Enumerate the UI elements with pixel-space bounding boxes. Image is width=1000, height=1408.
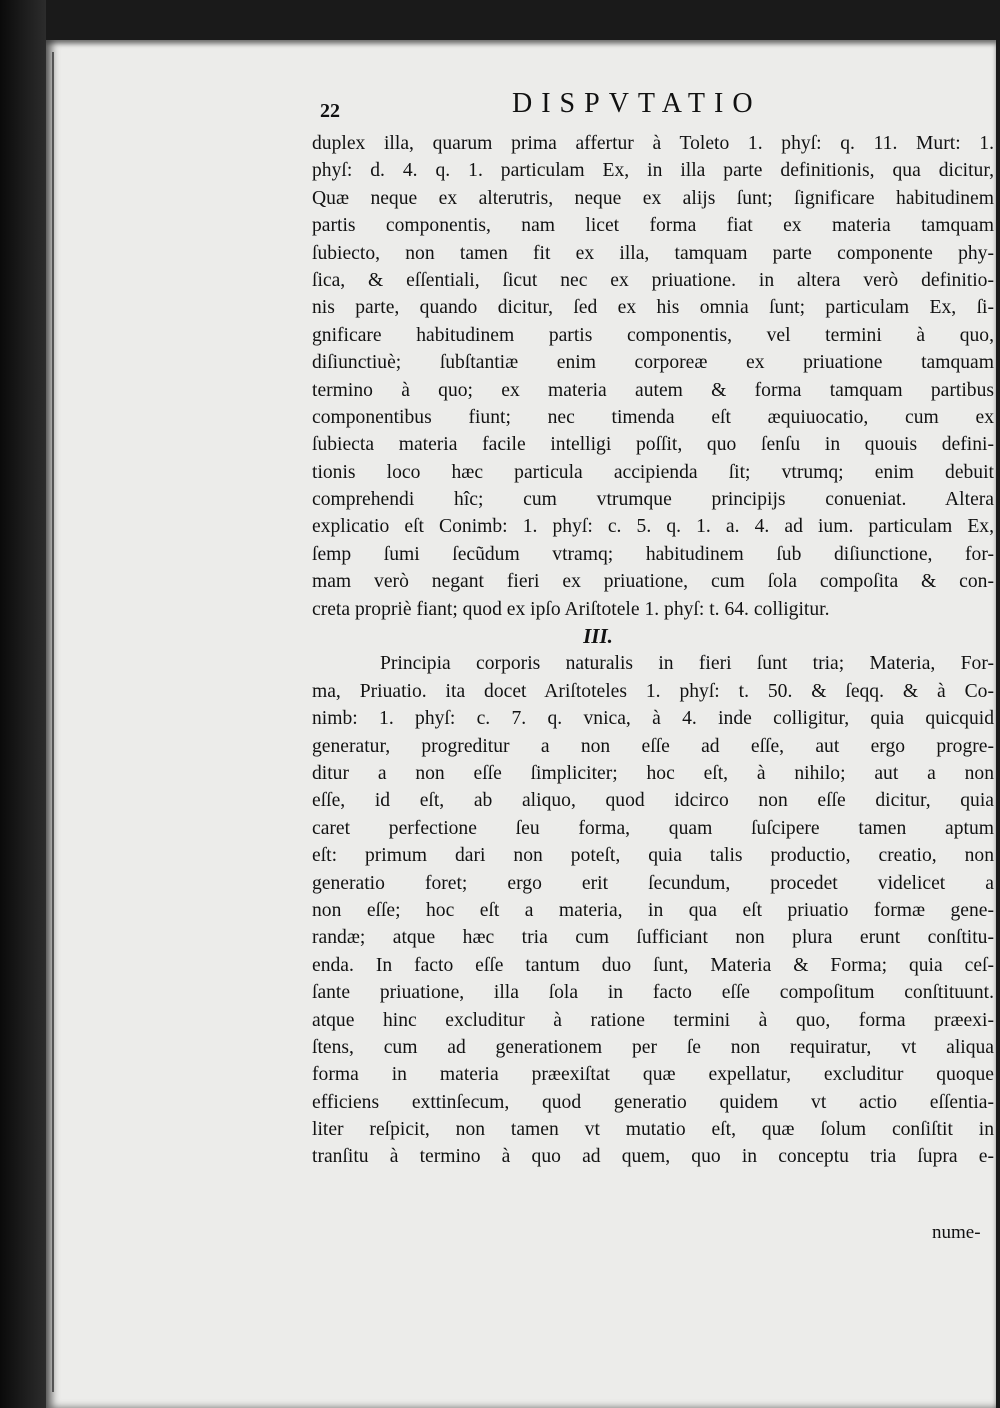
text-line: mam verò negant fieri ex priuatione, cum ſola compoſita & con- bbox=[312, 571, 994, 593]
text-line: liter reſpicit, non tamen vt mutatio eſt, quæ ſolum conſiſtit in bbox=[312, 1119, 994, 1141]
text-line: generatio foret; ergo erit ſecundum, procedet videlicet a bbox=[312, 872, 994, 894]
text-line: efficiens exttinſecum, quod generatio quidem vt actio eſſentia- bbox=[312, 1091, 994, 1113]
text-line: creta propriè fiant; quod ex ipſo Ariſtotele 1. phyſ: t. 64. colligitur. bbox=[312, 598, 830, 620]
text-line: forma in materia præexiſtat quæ expellatur, excluditur quoque bbox=[312, 1064, 994, 1086]
section-heading: III. bbox=[583, 624, 613, 649]
text-line: ſante priuatione, illa ſola in facto eſſe compoſitum conſtituunt. bbox=[312, 982, 994, 1004]
text-line: termino à quo; ex materia autem & forma tamquam partibus bbox=[312, 379, 994, 401]
text-line: duplex illa, quarum prima affertur à Toleto 1. phyſ: q. 11. Murt: 1. bbox=[312, 133, 994, 154]
text-line: atque hinc excluditur à ratione termini à quo, forma præexi- bbox=[312, 1009, 994, 1031]
text-line: non eſſe; hoc eſt a materia, in qua eſt priuatio formæ gene- bbox=[312, 899, 994, 921]
text-line: ſubiecta materia facile intelligi poſſit, quo ſenſu in quouis defini- bbox=[312, 434, 994, 456]
text-line: randæ; atque hæc tria cum ſufficiant non plura erunt conſtitu- bbox=[312, 927, 994, 949]
text-line: tranſitu à termino à quo ad quem, quo in conceptu tria ſupra e- bbox=[312, 1146, 994, 1168]
text-line: ma, Priuatio. ita docet Ariſtoteles 1. phyſ: t. 50. & ſeqq. & à Co- bbox=[312, 680, 994, 702]
text-line: Principia corporis naturalis in fieri ſunt tria; Materia, For- bbox=[380, 653, 994, 675]
scan-left-shadow bbox=[0, 0, 46, 1408]
text-line: ſubiecto, non tamen fit ex illa, tamquam parte componente phy- bbox=[312, 242, 994, 264]
text-line: componentibus fiunt; nec timenda eſt æquiuocatio, cum ex bbox=[312, 406, 994, 428]
page-spine-edge bbox=[52, 52, 54, 1392]
text-line: generatur, progreditur a non eſſe ad eſſe, aut ergo progre- bbox=[312, 735, 994, 757]
text-line: caret perfectione ſeu forma, quam ſuſcipere tamen aptum bbox=[312, 817, 994, 839]
text-line: nimb: 1. phyſ: c. 7. q. vnica, à 4. inde colligitur, quia quicquid bbox=[312, 708, 994, 730]
text-line: nis parte, quando dicitur, ſed ex his omnia ſunt; particulam Ex, ſi- bbox=[312, 297, 994, 319]
main-text-block bbox=[312, 130, 994, 1171]
text-line: phyſ: d. 4. q. 1. particulam Ex, in illa parte definitionis, qua dicitur, bbox=[312, 160, 994, 182]
text-line: comprehendi hîc; cum vtrumque principijs conueniat. Altera bbox=[312, 489, 994, 511]
text-line: eſt: primum dari non poteſt, quia talis productio, creatio, non bbox=[312, 845, 994, 867]
text-line: ſica, & eſſentiali, ſicut nec ex priuatione. in altera verò definitio- bbox=[312, 269, 994, 291]
text-line: ditur a non eſſe ſimpliciter; hoc eſt, à nihilo; aut a non bbox=[312, 762, 994, 784]
catchword: nume- bbox=[932, 1222, 981, 1243]
text-line: Quæ neque ex alterutris, neque ex alijs ſunt; ſignificare habitudinem bbox=[312, 187, 994, 209]
text-line: explicatio eſt Conimb: 1. phyſ: c. 5. q. 1. a. 4. ad ium. particulam Ex, bbox=[312, 516, 994, 538]
text-line: gnificare habitudinem partis componentis, vel termini à quo, bbox=[312, 324, 994, 346]
running-title: DISPVTATIO bbox=[512, 88, 762, 119]
page-number: 22 bbox=[320, 100, 340, 122]
text-line: ſtens, cum ad generationem per ſe non requiratur, vt aliqua bbox=[312, 1036, 994, 1058]
text-line: ſemp ſumi ſecũdum vtramq; habitudinem ſub diſiunctione, for- bbox=[312, 543, 994, 565]
text-line: eſſe, id eſt, ab aliquo, quod idcirco non eſſe dicitur, quia bbox=[312, 790, 994, 812]
text-line: enda. In facto eſſe tantum duo ſunt, Materia & Forma; quia ceſ- bbox=[312, 954, 994, 976]
text-line: tionis loco hæc particula accipienda ſit; vtrumq; enim debuit bbox=[312, 461, 994, 483]
text-line: diſiunctiuè; ſubſtantiæ enim corporeæ ex priuatione tamquam bbox=[312, 352, 994, 374]
text-line: partis componentis, nam licet forma fiat ex materia tamquam bbox=[312, 215, 994, 237]
